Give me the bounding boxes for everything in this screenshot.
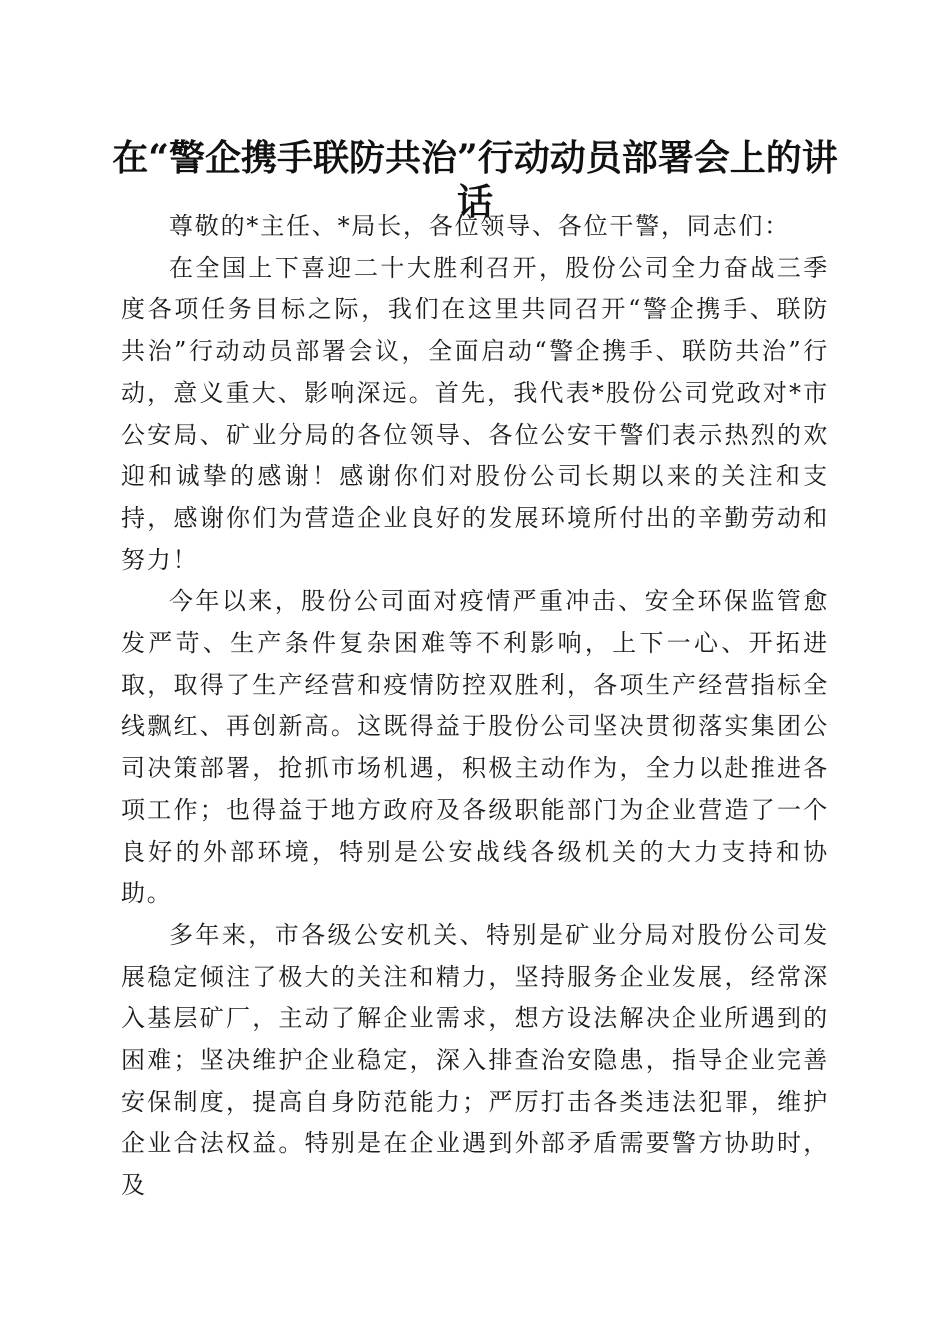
paragraph-3: 多年来，市各级公安机关、特别是矿业分局对股份公司发展稳定倾注了极大的关注和精力，坚持服务企业发展，经常深入基层矿厂，主动了解企业需求，想方设法解决企业所遇到的困难；坚决维护企业稳定，深入排查治安隐患，指导企业完善安保制度，提高自身防范能力；严厉打击各类违法犯罪，维护企业合法权益。特别是在企业遇到外部矛盾需要警方协助时，及: [121, 920, 829, 1200]
document-body: [121, 206, 829, 1207]
salutation: 尊敬的*主任、*局长，各位领导、各位干警，同志们：: [169, 212, 790, 240]
paragraph-2: 今年以来，股份公司面对疫情严重冲击、安全环保监管愈发严苛、生产条件复杂困难等不利影响，上下一心、开拓进取，取得了生产经营和疫情防控双胜利，各项生产经营指标全线飘红、再创新高。这既得益于股份公司坚决贯彻落实集团公司决策部署，抢抓市场机遇，积极主动作为，全力以赴推进各项工作；也得益于地方政府及各级职能部门为企业营造了一个良好的外部环境，特别是公安战线各级机关的大力支持和协助。: [121, 587, 829, 908]
document-title: 在“警企携手联防共治”行动动员部署会上的讲话: [112, 137, 838, 223]
paragraph-1: 在全国上下喜迎二十大胜利召开，股份公司全力奋战三季度各项任务目标之际，我们在这里共同召开“警企携手、联防共治”行动动员部署会议，全面启动“警企携手、联防共治”行动，意义重大、影响深远。首先，我代表*股份公司党政对*市公安局、矿业分局的各位领导、各位公安干警们表示热烈的欢迎和诚挚的感谢！感谢你们对股份公司长期以来的关注和支持，感谢你们为营造企业良好的发展环境所付出的辛勤劳动和努力！: [121, 253, 829, 574]
